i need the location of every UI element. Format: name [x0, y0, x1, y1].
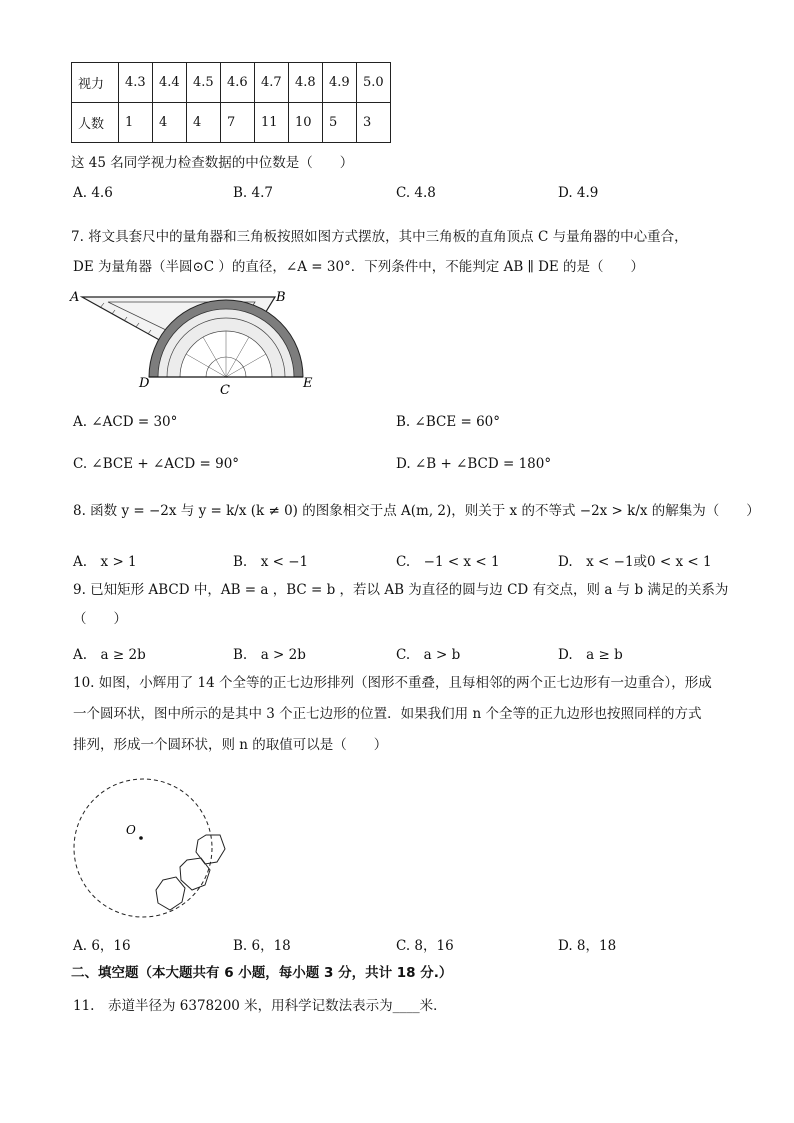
q7-option-d: D. ∠B + ∠BCD = 180° [396, 456, 552, 472]
label-c: C [220, 383, 230, 398]
q9-line1: 9. 已知矩形 ABCD 中，AB = a ，BC = b ，若以 AB 为直径的圆与边 CD 有交点，则 a 与 b 满足的关系为 [73, 582, 729, 598]
table-cell: 4.5 [187, 63, 221, 103]
q8-option-a: A. x > 1 [73, 554, 137, 570]
q7-line1: 7. 将文具套尺中的量角器和三角板按照如图方式摆放，其中三角板的直角顶点 C 与量角器的中心重合， [71, 229, 688, 245]
q6-option-c: C. 4.8 [396, 185, 436, 201]
q8-option-d: D. x < −1或0 < x < 1 [558, 554, 712, 570]
table-cell: 3 [357, 103, 391, 143]
q10-line1: 10. 如图，小辉用了 14 个全等的正七边形排列（图形不重叠，且每相邻的两个正七边形有一边重合），形成 [73, 675, 712, 691]
q11-stem: 11. 赤道半径为 6378200 米，用科学记数法表示为____米． [73, 998, 447, 1014]
table-cell: 4.4 [153, 63, 187, 103]
table-cell: 4.6 [221, 63, 255, 103]
q9-option-a: A. a ≥ 2b [73, 647, 146, 663]
q9-option-d: D. a ≥ b [558, 647, 623, 663]
q10-option-c: C. 8，16 [396, 938, 454, 954]
table-cell: 1 [119, 103, 153, 143]
table-cell: 4.3 [119, 63, 153, 103]
table-cell: 7 [221, 103, 255, 143]
q9-option-b: B. a > 2b [233, 647, 306, 663]
table-cell: 4.8 [289, 63, 323, 103]
table-cell: 5.0 [357, 63, 391, 103]
table-cell: 4.7 [255, 63, 289, 103]
q8-option-b: B. x < −1 [233, 554, 309, 570]
q6-option-b: B. 4.7 [233, 185, 273, 201]
heptagon-shape [196, 835, 225, 864]
q8-stem: 8. 函数 y = −2x 与 y = k/x (k ≠ 0) 的图象相交于点 A(m, 2)，则关于 x 的不等式 −2x > k/x 的解集为（ ） [73, 503, 760, 519]
q7-option-a: A. ∠ACD = 30° [73, 414, 178, 430]
table-cell: 4 [153, 103, 187, 143]
table-header-label: 视力 [72, 63, 119, 103]
section-title: 二、填空题（本大题共有 6 小题，每小题 3 分，共计 18 分.） [71, 965, 453, 981]
q10-option-a: A. 6，16 [73, 938, 131, 954]
table-row-label: 人数 [72, 103, 119, 143]
table-cell: 4.9 [323, 63, 357, 103]
table-cell: 11 [255, 103, 289, 143]
q6-stem: 这 45 名同学视力检查数据的中位数是（ ） [71, 155, 354, 171]
q7-option-b: B. ∠BCE = 60° [396, 414, 500, 430]
table-cell: 10 [289, 103, 323, 143]
q10-line3: 排列，形成一个圆环状，则 n 的取值可以是（ ） [73, 737, 388, 753]
table-cell: 4 [187, 103, 221, 143]
q9-line2: （ ） [73, 611, 127, 627]
label-a: A [70, 290, 80, 305]
q7-option-c: C. ∠BCE + ∠ACD = 90° [73, 456, 240, 472]
q7-line2: DE 为量角器（半圆⊙C ）的直径，∠A = 30°．下列条件中，不能判定 AB ∥ DE 的是（ ） [73, 259, 645, 275]
q9-option-c: C. a > b [396, 647, 461, 663]
label-e: E [303, 376, 313, 391]
heptagon-shape [180, 858, 210, 890]
heptagon-shape [156, 877, 185, 910]
center-o-label: O [126, 823, 136, 837]
q8-option-c: C. −1 < x < 1 [396, 554, 500, 570]
label-b: B [276, 290, 286, 305]
q6-option-d: D. 4.9 [558, 185, 599, 201]
q10-option-b: B. 6，18 [233, 938, 291, 954]
label-d: D [139, 376, 150, 391]
q6-option-a: A. 4.6 [73, 185, 113, 201]
q10-option-d: D. 8，18 [558, 938, 617, 954]
q10-line2: 一个圆环状，图中所示的是其中 3 个正七边形的位置．如果我们用 n 个全等的正九边形也按照同样的方式 [73, 706, 702, 722]
table-cell: 5 [323, 103, 357, 143]
